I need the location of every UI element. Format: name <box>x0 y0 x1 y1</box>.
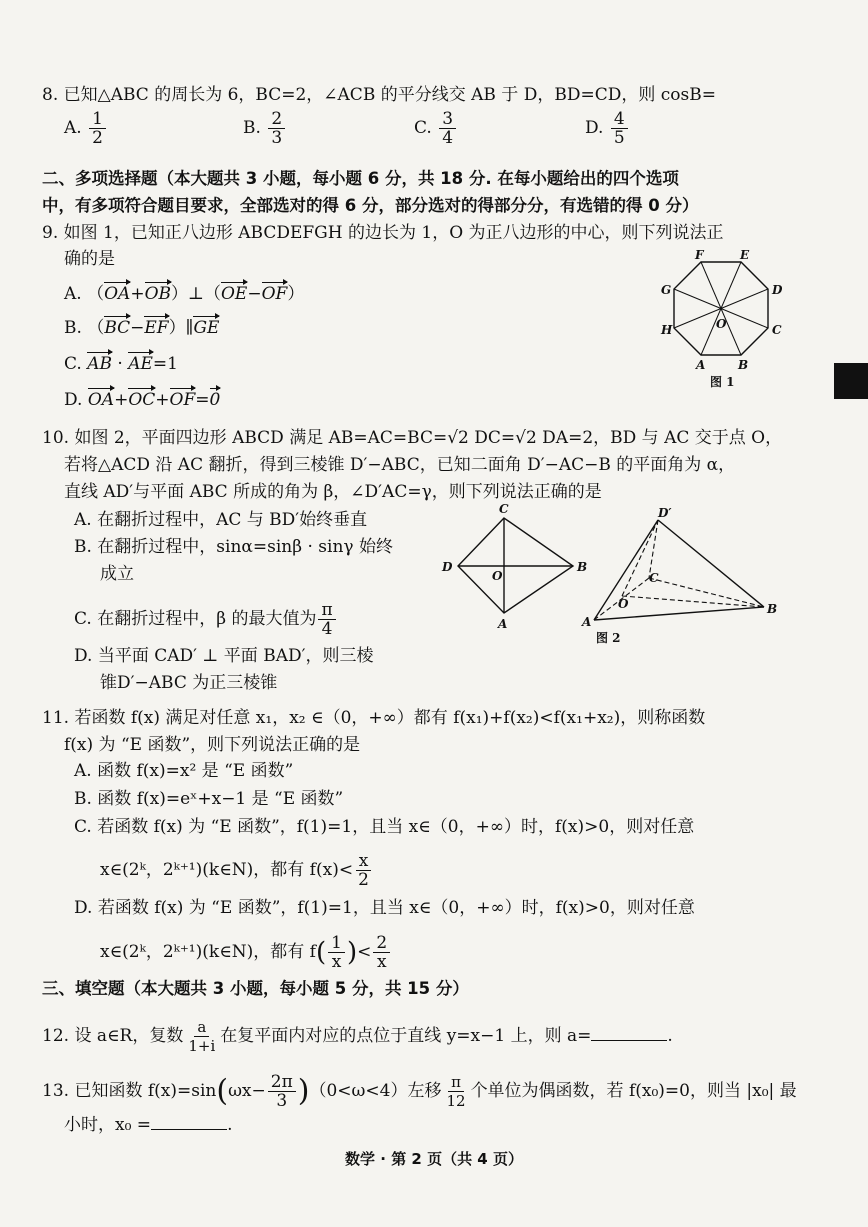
q9-option-d[interactable]: D. OA+OC+OF=0 <box>64 387 220 413</box>
q11-option-d-line2: x∈(2ᵏ，2ᵏ⁺¹)(k∈N)，都有 f( $\frac{1}{x}$ )< $\frac{2}{x}$ <box>100 934 392 971</box>
vertex-label-f: F <box>695 248 704 262</box>
vertex-label-b: B <box>738 358 749 372</box>
option-label: D. <box>585 118 604 138</box>
fig2a-label-a: A <box>498 617 508 631</box>
vertex-label-c: C <box>772 323 782 337</box>
fraction: $\frac{1}{x}$ <box>328 934 345 971</box>
fraction: $\frac{\pi}{12}$ <box>446 1073 466 1110</box>
section2-line2: 中，有多项符合题目要求，全部选对的得 6 分，部分选对的得部分分，有选错的得 0 分） <box>42 196 699 215</box>
fraction: $\frac{1}{2}$ <box>89 110 106 147</box>
q10-line1: 10. 如图 2，平面四边形 ABCD 满足 AB=AC=BC=√2 DC=√2 DA=2，BD 与 AC 交于点 O， <box>42 428 783 448</box>
q11-option-a[interactable]: A. 函数 f(x)=x² 是 “E 函数” <box>74 761 294 781</box>
section2-line1: 二、多项选择题（本大题共 3 小题，每小题 6 分，共 18 分. 在每小题给出的四个选项 <box>42 169 679 188</box>
q8-option-d[interactable] <box>585 110 630 147</box>
figure-1-octagon <box>656 248 786 394</box>
q11-option-c-line2: x∈(2ᵏ，2ᵏ⁺¹)(k∈N)，都有 f(x)< $\frac{x}{2}$ <box>100 852 374 889</box>
fraction: $\frac{2}{3}$ <box>268 110 285 147</box>
q13-answer-blank[interactable] <box>151 1129 227 1130</box>
figure-1-caption: 图 1 <box>710 375 735 389</box>
q8-option-c[interactable] <box>414 110 458 147</box>
q10-option-d-line2: 锥D′−ABC 为正三棱锥 <box>100 673 278 693</box>
fraction: $\frac{3}{4}$ <box>439 110 456 147</box>
fraction: $\frac{a}{1+i}$ <box>188 1018 216 1055</box>
fig2a-label-o: O <box>492 569 503 583</box>
fig2b-label-o: O <box>618 597 629 611</box>
figure-2-caption: 图 2 <box>596 631 621 645</box>
quadrilateral-abcd <box>458 518 573 613</box>
q10-option-b-line2: 成立 <box>100 564 134 584</box>
q10-option-b-line1[interactable]: B. 在翻折过程中，sinα=sinβ · sinγ 始终 <box>74 537 393 557</box>
q11-option-b[interactable]: B. 函数 f(x)=eˣ+x−1 是 “E 函数” <box>74 789 344 809</box>
q9-line2: 确的是 <box>64 249 115 269</box>
q13-line2: 小时，x₀ = . <box>64 1115 233 1135</box>
q11-option-d-line1[interactable]: D. 若函数 f(x) 为 “E 函数”，f(1)=1，且当 x∈（0，+∞）时，f(x)>0，则对任意 <box>74 898 695 918</box>
fig2a-label-c: C <box>499 502 509 516</box>
vertex-label-e: E <box>740 248 750 262</box>
fig2a-label-d: D <box>442 560 453 574</box>
option-label: A. <box>64 118 82 138</box>
q9-option-c[interactable]: C. AB · AE=1 <box>64 351 178 377</box>
vertex-label-d: D <box>772 283 783 297</box>
fig2b-label-a: A <box>582 615 592 629</box>
q11-option-c-line1[interactable]: C. 若函数 f(x) 为 “E 函数”，f(1)=1，且当 x∈（0，+∞）时，f(x)>0，则对任意 <box>74 817 695 837</box>
q8-stem: 8. 已知△ABC 的周长为 6，BC=2，∠ACB 的平分线交 AB 于 D，BD=CD，则 cosB= <box>42 85 716 105</box>
octagon-diagonals <box>674 262 768 355</box>
q10-line3: 直线 AD′与平面 ABC 所成的角为 β，∠D′AC=γ，则下列说法正确的是 <box>64 482 602 502</box>
q9-option-a[interactable]: A. （OA+OB）⊥（OE−OF） <box>64 281 304 307</box>
center-label-o: O <box>716 317 727 331</box>
fraction: $\frac{4}{5}$ <box>611 110 628 147</box>
option-label: C. <box>414 118 432 138</box>
fig2a-label-b: B <box>577 560 588 574</box>
page-edge-marker <box>834 363 868 399</box>
q10-option-a[interactable]: A. 在翻折过程中，AC 与 BD′始终垂直 <box>74 510 368 530</box>
vertex-label-a: A <box>696 358 706 372</box>
section3-title: 三、填空题（本大题共 3 小题，每小题 5 分，共 15 分） <box>42 979 469 998</box>
q9-line1: 9. 如图 1，已知正八边形 ABCDEFGH 的边长为 1，O 为正八边形的中心，则下列说法正 <box>42 223 724 243</box>
q10-option-d-line1[interactable]: D. 当平面 CAD′ ⊥ 平面 BAD′，则三棱 <box>74 646 374 666</box>
q9-option-b[interactable]: B. （BC−EF）∥GE <box>64 315 219 341</box>
q13-line1: 13. 已知函数 f(x)=sin(ωx− $\frac{2\pi}{3}$ )（0<ω<4）左移 $\frac{\pi}{12}$ 个单位为偶函数，若 f(x₀)=0，则当 |x₀| 最 <box>42 1072 797 1111</box>
q10-line2: 若将△ACD 沿 AC 翻折，得到三棱锥 D′−ABC，已知二面角 D′−AC−B 的平面角为 α， <box>64 455 736 475</box>
fig2b-label-c: C <box>649 571 659 585</box>
figure-2 <box>436 500 808 650</box>
option-label: B. <box>243 118 261 138</box>
q8-option-b[interactable] <box>243 110 287 147</box>
vertex-label-h: H <box>661 323 673 337</box>
vertex-label-g: G <box>661 283 672 297</box>
fraction: $\frac{2\pi}{3}$ <box>268 1073 296 1110</box>
page-footer: 数学 · 第 2 页（共 4 页） <box>345 1150 523 1168</box>
q12-answer-blank[interactable] <box>591 1040 667 1041</box>
q11-line1: 11. 若函数 f(x) 满足对任意 x₁，x₂ ∈（0，+∞）都有 f(x₁)+f(x₂)<f(x₁+x₂)，则称函数 <box>42 708 706 728</box>
q12: 12. 设 a∈R，复数 $\frac{a}{1+i}$ 在复平面内对应的点位于直线 y=x−1 上，则 a= . <box>42 1018 673 1055</box>
fraction: $\frac{\pi}{4}$ <box>318 601 335 638</box>
q11-line2: f(x) 为 “E 函数”，则下列说法正确的是 <box>64 735 361 755</box>
q10-option-c[interactable]: C. 在翻折过程中，β 的最大值为 $\frac{\pi}{4}$ <box>74 601 338 638</box>
fig2b-label-b: B <box>767 602 778 616</box>
q8-option-a[interactable] <box>64 110 108 147</box>
fraction: $\frac{x}{2}$ <box>355 852 372 889</box>
fraction: $\frac{2}{x}$ <box>373 934 390 971</box>
fig2b-label-dprime: D′ <box>658 506 672 520</box>
